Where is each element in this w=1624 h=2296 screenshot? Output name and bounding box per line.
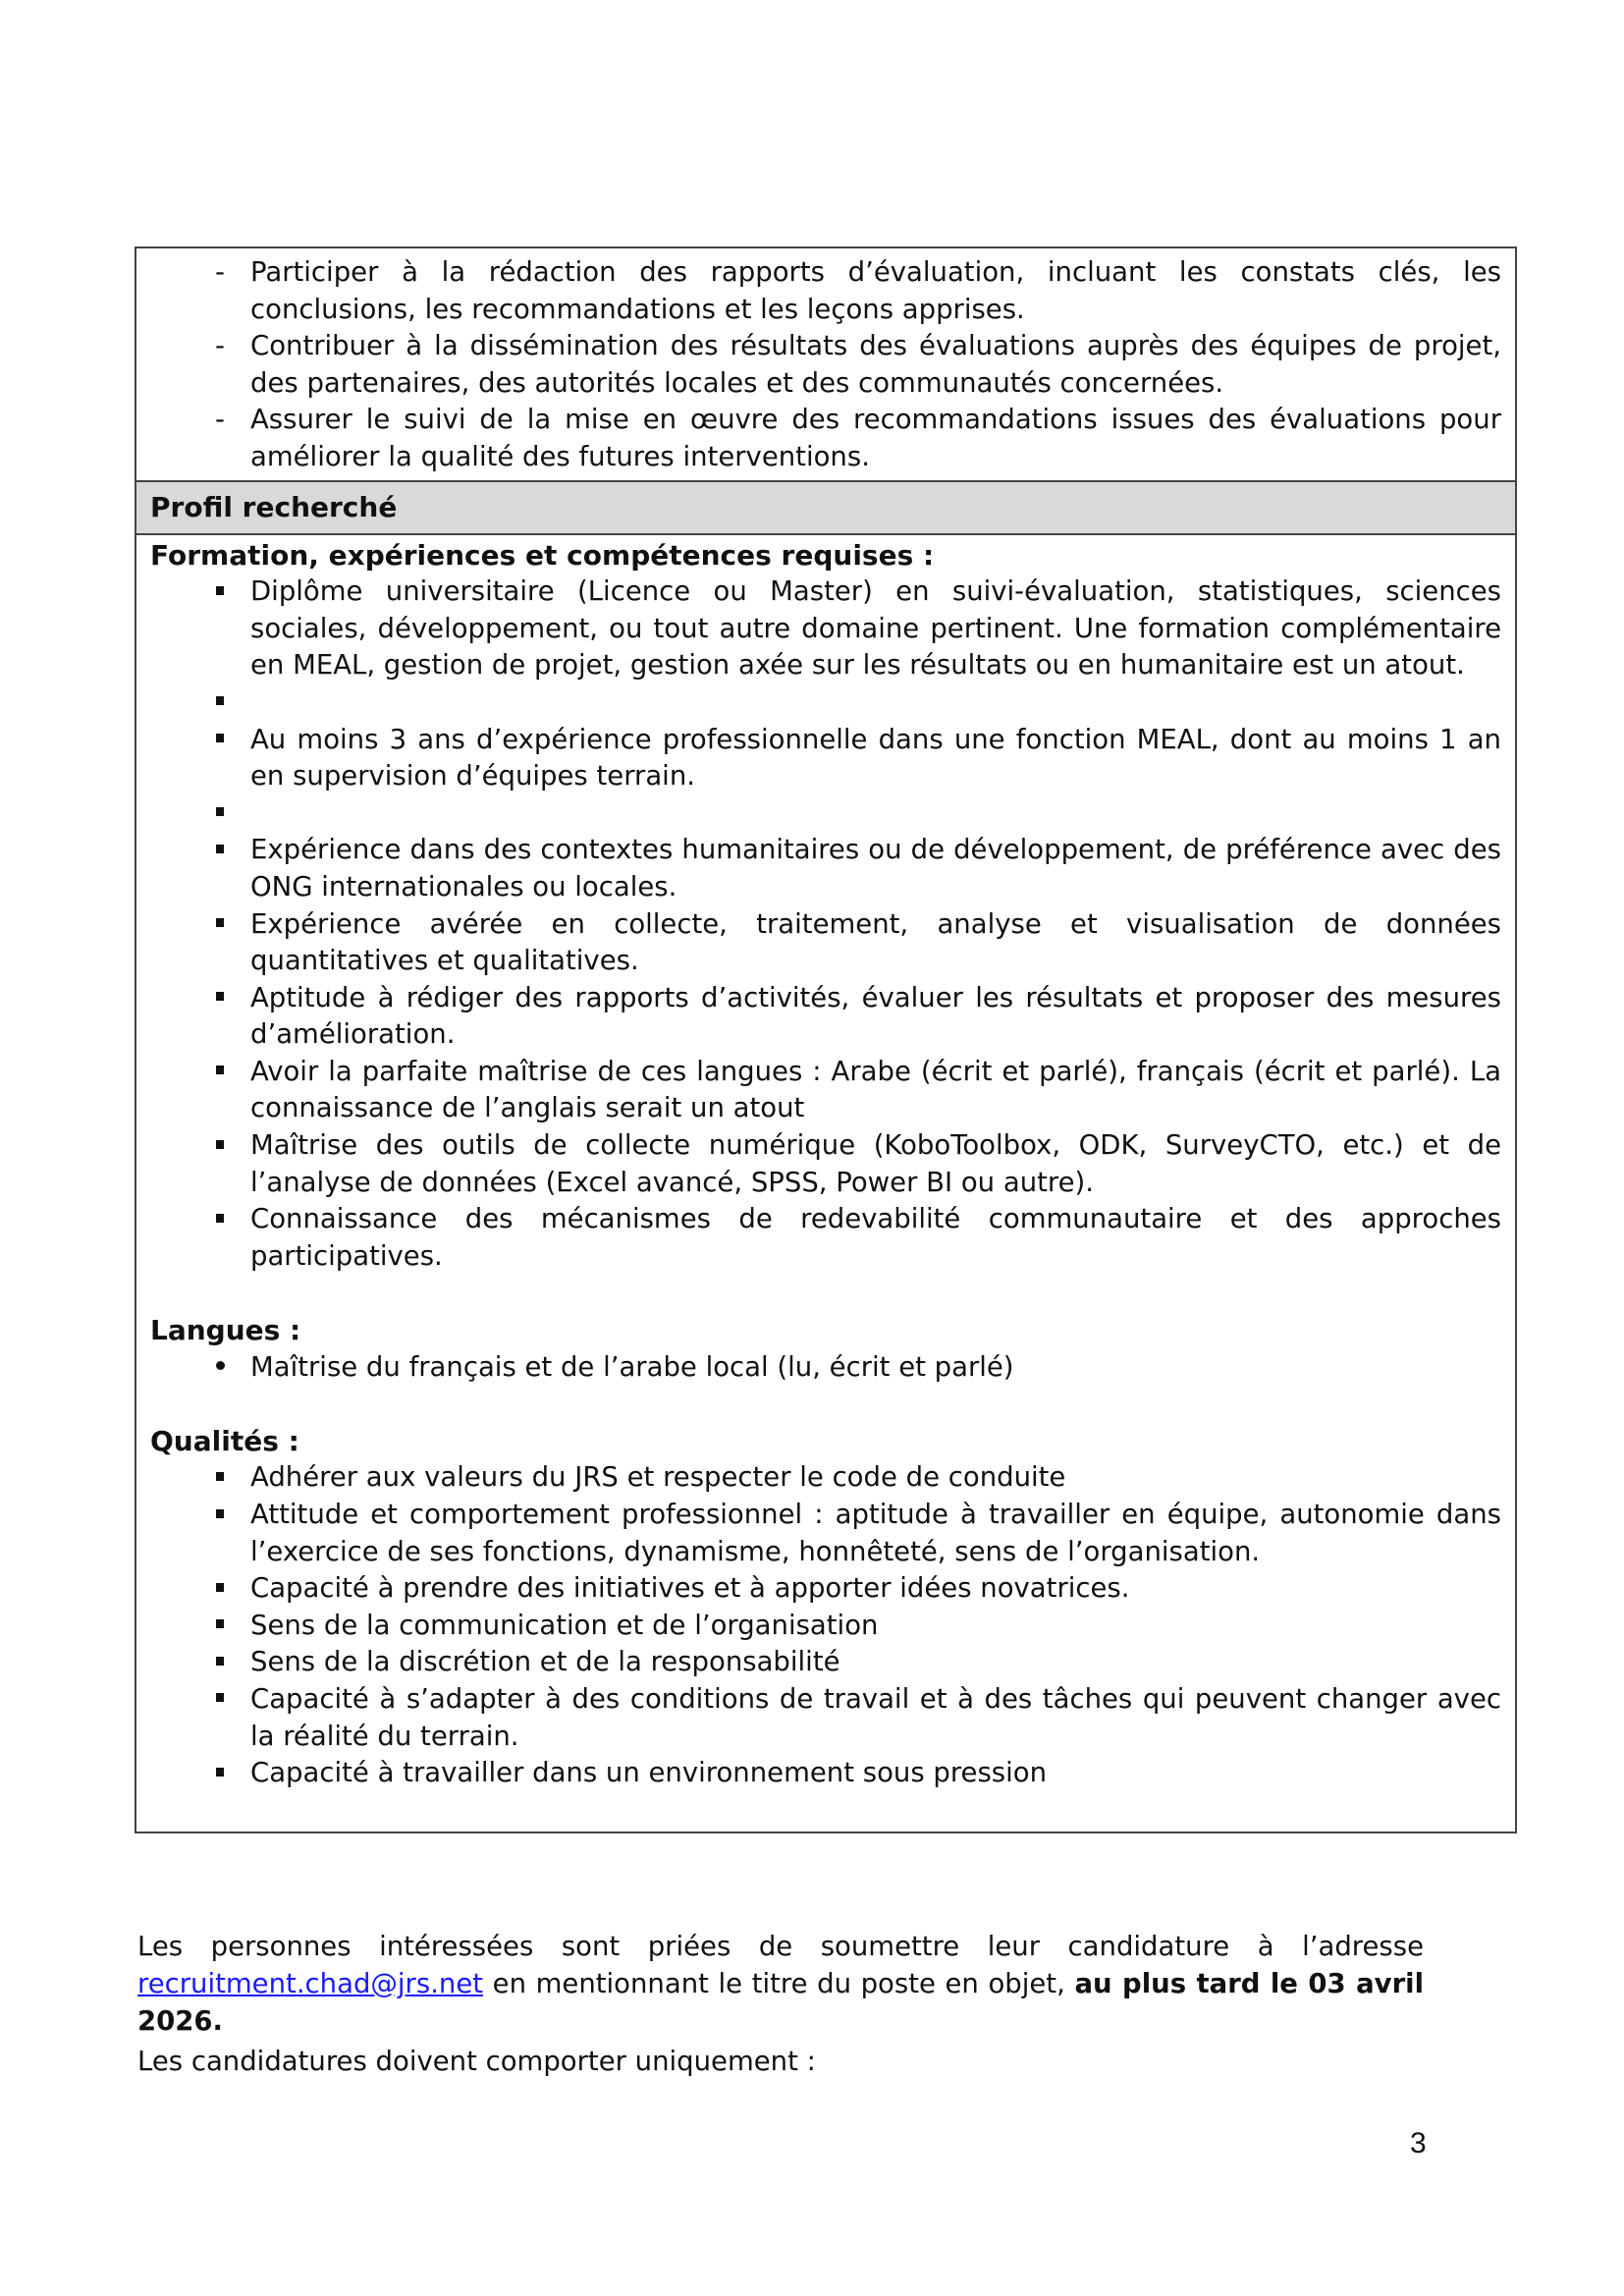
list-item: Sens de la communication et de l’organisation [150,1608,1501,1645]
round-bullet-icon [205,1349,235,1387]
list-item-empty [150,795,1501,833]
list-item: Diplôme universitaire (Licence ou Master) en suivi-évaluation, statistiques, sciences sociales, développement, ou tout autre domaine pertinent. Une formation complémentaire en MEAL, gestion de projet, gestion axée sur les résultats ou en humanitaire est un atout. [150,574,1501,684]
spacer [150,1386,1501,1423]
spacer [150,1275,1501,1312]
square-bullet-icon [205,574,235,611]
list-item: Capacité à s’adapter à des conditions de travail et à des tâches qui peuvent changer avec la réalité du terrain. [150,1681,1501,1755]
section-header-profil [136,480,1515,535]
square-bullet-icon [205,1054,235,1091]
list-item: Maîtrise des outils de collecte numérique (KoboToolbox, ODK, SurveyCTO, etc.) et de l’analyse de données (Excel avancé, SPSS, Power BI ou autre). [150,1127,1501,1201]
square-bullet-icon [205,1459,235,1497]
list-item-empty [150,684,1501,722]
square-bullet-icon [205,980,235,1017]
square-bullet-icon [205,906,235,944]
square-bullet-icon [205,684,235,722]
formation-list [150,574,1501,1275]
list-item: Expérience dans des contextes humanitaires ou de développement, de préférence avec des ONG internationales ou locales. [150,832,1501,905]
list-item: Capacité à travailler dans un environnement sous pression [150,1755,1501,1792]
list-item: Expérience avérée en collecte, traitement, analyse et visualisation de données quantitatives et qualitatives. [150,906,1501,980]
page-number: 3 [1410,2127,1427,2159]
deadline: au plus tard le 03 avril 2026. [137,1968,1424,2037]
list-item: Attitude et comportement professionnel : aptitude à travailler en équipe, autonomie dans l’exercice de ses fonctions, dynamisme, honnêteté, sens de l’organisation. [150,1497,1501,1570]
langues-heading: Langues : [150,1314,301,1347]
square-bullet-icon [205,1570,235,1608]
square-bullet-icon [205,1644,235,1681]
responsibilities-cell [136,248,1515,480]
square-bullet-icon [205,1755,235,1792]
list-item: Au moins 3 ans d’expérience professionnelle dans une fonction MEAL, dont au moins 1 an en supervision d’équipes terrain. [150,722,1501,795]
application-instructions [137,1928,1424,2080]
langues-list [150,1349,1501,1387]
list-item: Maîtrise du français et de l’arabe local (lu, écrit et parlé) [150,1349,1501,1387]
list-item: Connaissance des mécanismes de redevabilité communautaire et des approches participatives. [150,1201,1501,1275]
submission-paragraph: Les personnes intéressées sont priées de soumettre leur candidature à l’adresse recruitment.chad@jrs.net en mentionnant le titre du poste en objet, au plus tard le 03 avril 2026. [137,1931,1424,2037]
square-bullet-icon [205,1201,235,1238]
dash-bullet-icon [205,402,235,439]
qualites-heading: Qualités : [150,1424,299,1457]
square-bullet-icon [205,795,235,833]
list-item: Aptitude à rédiger des rapports d’activités, évaluer les résultats et proposer des mesures d’amélioration. [150,980,1501,1054]
square-bullet-icon [205,1608,235,1645]
job-description-table [135,246,1517,1833]
square-bullet-icon [205,1681,235,1719]
list-item: - Participer à la rédaction des rapports d’évaluation, incluant les constats clés, les conclusions, les recommandations et les leçons apprises. [150,254,1501,328]
square-bullet-icon [205,832,235,869]
list-item: - Assurer le suivi de la mise en œuvre des recommandations issues des évaluations pour améliorer la qualité des futures interventions. [150,402,1501,475]
profile-cell [136,535,1515,1831]
requirements-intro: Les candidatures doivent comporter uniquement : [137,2046,816,2077]
section-title: Profil recherché [150,491,398,524]
list-item: Adhérer aux valeurs du JRS et respecter le code de conduite [150,1459,1501,1497]
square-bullet-icon [205,1127,235,1165]
dash-bullet-icon [205,328,235,365]
square-bullet-icon [205,1497,235,1534]
dash-bullet-icon [205,254,235,292]
recruitment-email-link[interactable]: recruitment.chad@jrs.net [137,1968,484,1999]
formation-heading: Formation, expériences et compétences requises : [150,538,935,572]
responsibilities-list [150,254,1501,476]
list-item: Sens de la discrétion et de la responsabilité [150,1644,1501,1681]
qualites-list [150,1459,1501,1791]
square-bullet-icon [205,722,235,759]
list-item: - Contribuer à la dissémination des résultats des évaluations auprès des équipes de projet, des partenaires, des autorités locales et des communautés concernées. [150,328,1501,402]
list-item: Avoir la parfaite maîtrise de ces langues : Arabe (écrit et parlé), français (écrit et parlé). La connaissance de l’anglais serait un atout [150,1054,1501,1127]
list-item: Capacité à prendre des initiatives et à apporter idées novatrices. [150,1570,1501,1608]
